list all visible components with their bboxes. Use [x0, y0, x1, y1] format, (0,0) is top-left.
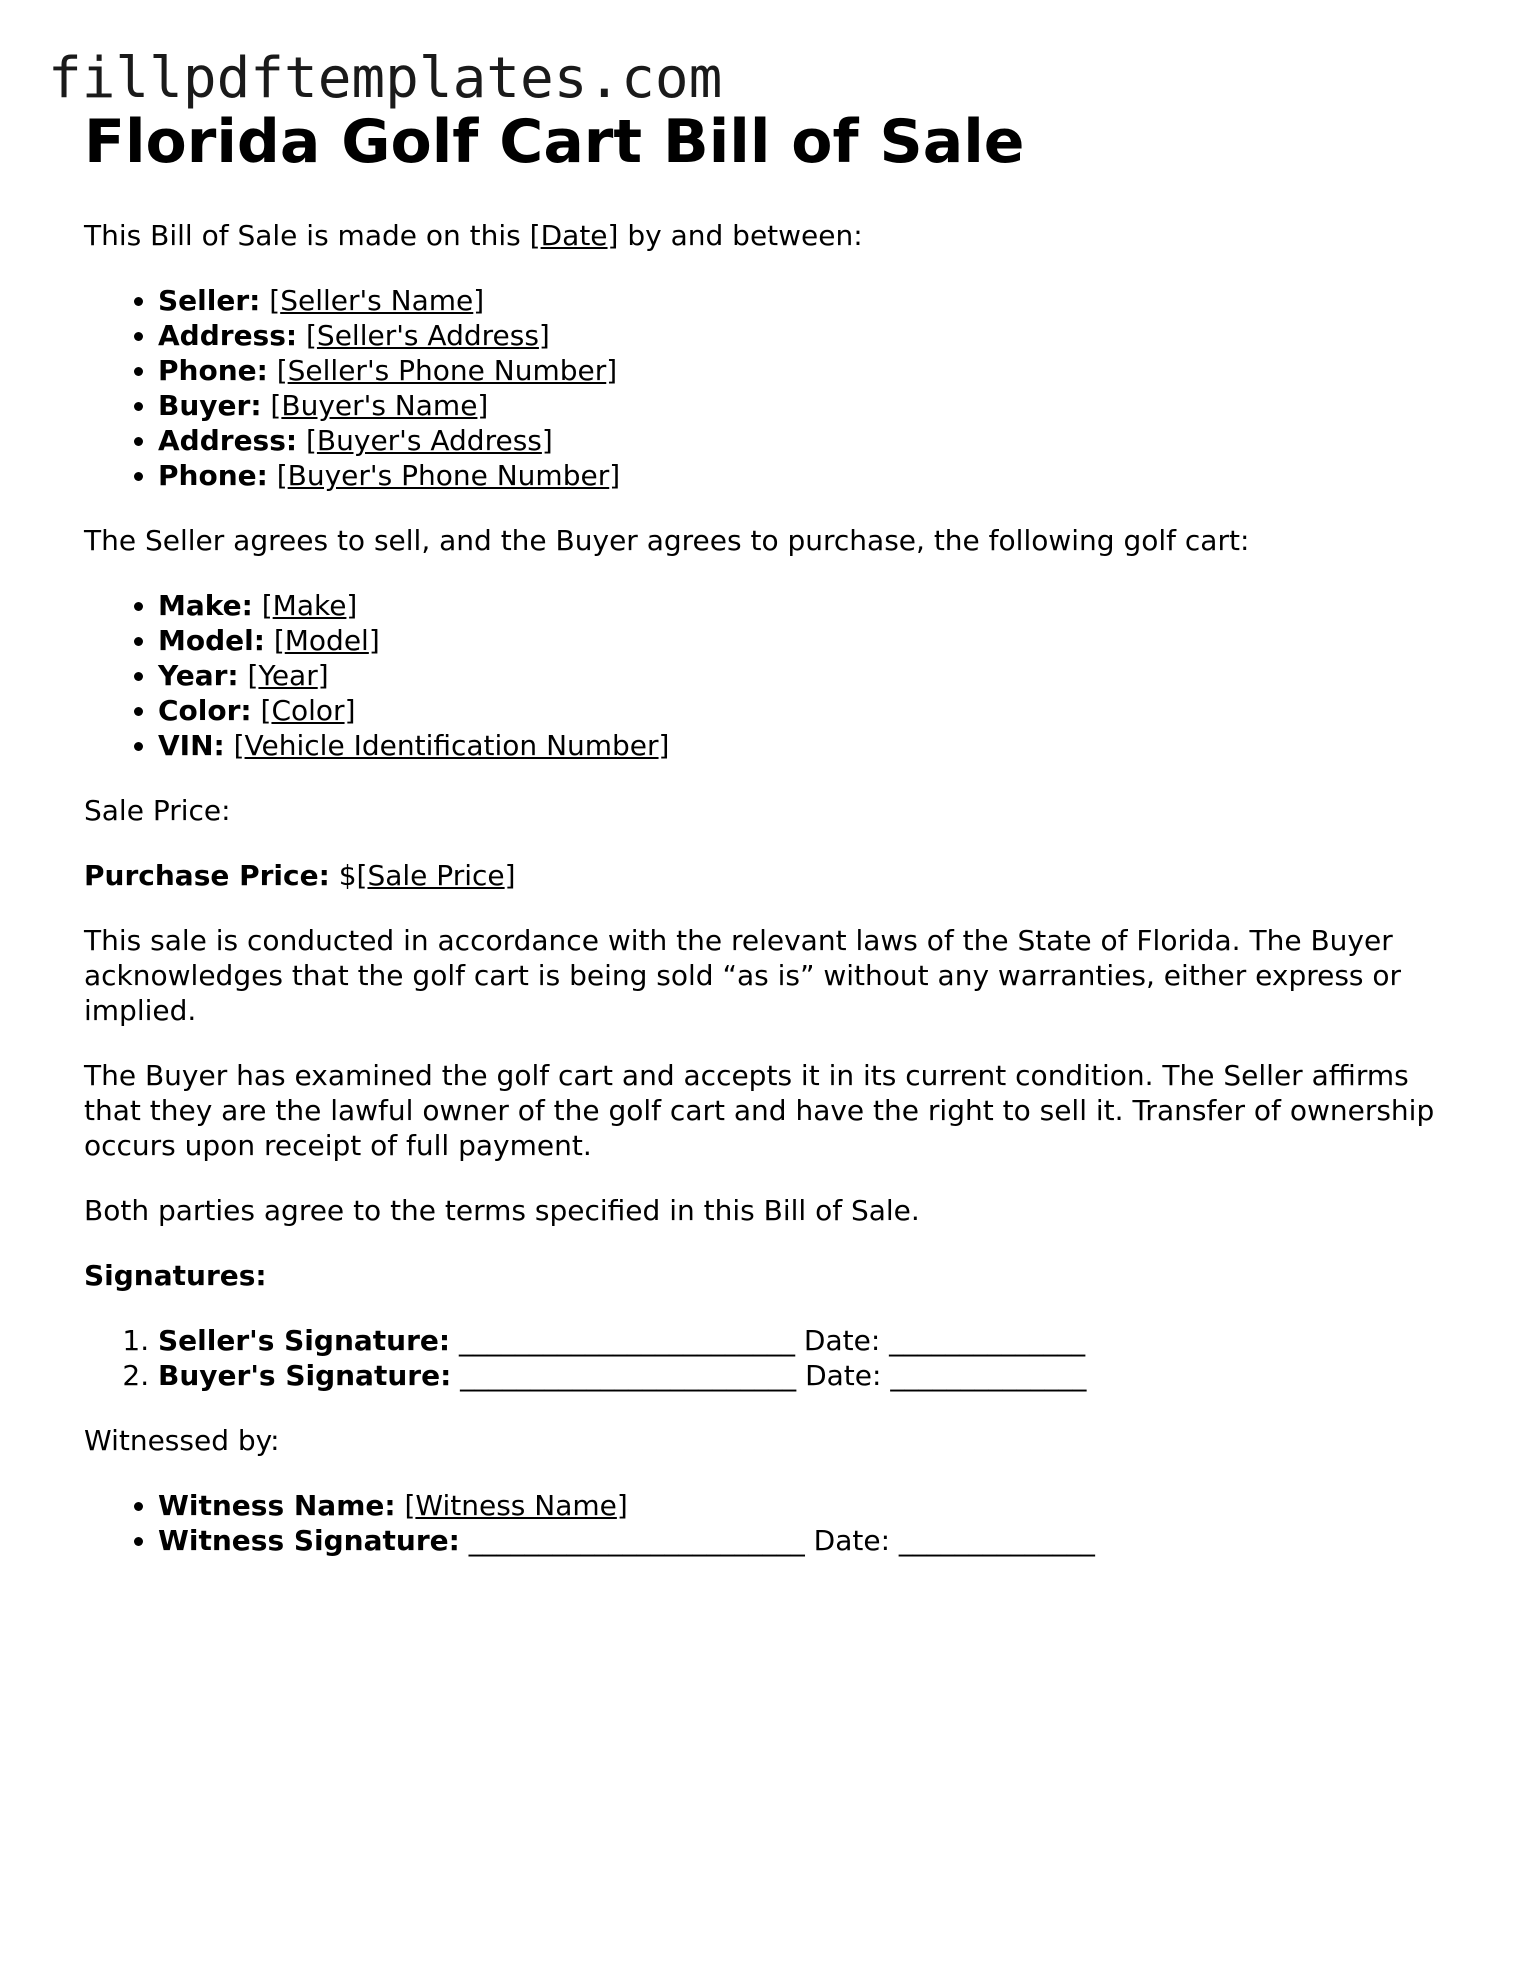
list-item: • Address: [Seller's Address] [158, 318, 1444, 353]
buyer-address-placeholder[interactable]: Buyer's Address [316, 424, 542, 457]
field-label: Date: [813, 1524, 890, 1557]
vin-placeholder[interactable]: Vehicle Identification Number [244, 729, 659, 762]
list-item [158, 1358, 1444, 1393]
field-label: Seller's Signature: [158, 1324, 451, 1357]
list-item: • Phone: [Seller's Phone Number] [158, 353, 1444, 388]
field-label: VIN: [158, 729, 225, 762]
field-label: Color: [158, 694, 252, 727]
field-label: Buyer: [158, 389, 262, 422]
field-label: Address: [158, 319, 298, 352]
witness-signature-line[interactable]: ________________________ [468, 1524, 805, 1557]
list-item: • Phone: [Buyer's Phone Number] [158, 458, 1444, 493]
seller-date-line[interactable]: ______________ [889, 1324, 1086, 1357]
field-label: Phone: [158, 354, 268, 387]
condition-paragraph: The Buyer has examined the golf cart and accepts it in its current condition. The Seller affirms that they are the lawful owner of the golf cart and have the right to sell it. Transfer of ownership occurs upon receipt of full payment. [84, 1059, 1435, 1162]
list-item [158, 1323, 1444, 1358]
year-placeholder[interactable]: Year [258, 659, 318, 692]
agreement-paragraph: The Seller agrees to sell, and the Buyer agrees to purchase, the following golf cart: [84, 524, 1250, 557]
field-label: Witness Name: [158, 1489, 396, 1522]
list-item: • Color: [Color] [158, 693, 1444, 728]
field-label: Model: [158, 624, 265, 657]
buyer-date-line[interactable]: ______________ [890, 1359, 1087, 1392]
cart-details-list [84, 588, 1444, 763]
field-label: Seller: [158, 284, 261, 317]
model-placeholder[interactable]: Model [284, 624, 369, 657]
field-label: Year: [158, 659, 239, 692]
date-placeholder[interactable]: Date [540, 219, 608, 252]
seller-signature-line[interactable]: ________________________ [459, 1324, 795, 1357]
seller-address-placeholder[interactable]: Seller's Address [316, 319, 539, 352]
list-item: • Address: [Buyer's Address] [158, 423, 1444, 458]
witness-date-line[interactable]: ______________ [898, 1524, 1095, 1557]
list-item: • Buyer: [Buyer's Name] [158, 388, 1444, 423]
field-label: Witness Signature: [158, 1524, 460, 1557]
buyer-signature-line[interactable]: ________________________ [460, 1359, 797, 1392]
seller-name-placeholder[interactable]: Seller's Name [280, 284, 474, 317]
list-item: • Model: [Model] [158, 623, 1444, 658]
witness-name-placeholder[interactable]: Witness Name [415, 1489, 617, 1522]
list-item: • VIN: [Vehicle Identification Number] [158, 728, 1444, 763]
parties-list [84, 283, 1444, 493]
color-placeholder[interactable]: Color [271, 694, 345, 727]
buyer-name-placeholder[interactable]: Buyer's Name [281, 389, 478, 422]
list-item: • Year: [Year] [158, 658, 1444, 693]
law-paragraph: This sale is conducted in accordance with the relevant laws of the State of Florida. The Buyer acknowledges that the golf cart is being sold “as is” without any warranties, either express or implied. [84, 924, 1402, 1027]
field-label: Purchase Price: [84, 859, 330, 892]
list-item: • Witness Name: [Witness Name] [158, 1488, 1444, 1523]
page-title: Florida Golf Cart Bill of Sale [84, 107, 1025, 177]
intro-paragraph: This Bill of Sale is made on this [Date] by and between: [84, 219, 863, 252]
field-label: Phone: [158, 459, 268, 492]
field-label: Address: [158, 424, 298, 457]
sale-price-heading: Sale Price: [84, 794, 231, 827]
list-item: • Seller: [Seller's Name] [158, 283, 1444, 318]
list-item [158, 1523, 1444, 1558]
sale-price-placeholder[interactable]: Sale Price [367, 859, 505, 892]
field-label: Buyer's Signature: [158, 1359, 452, 1392]
signatures-list [84, 1323, 1444, 1393]
document [84, 104, 1444, 1588]
seller-phone-placeholder[interactable]: Seller's Phone Number [287, 354, 607, 387]
witness-list [84, 1488, 1444, 1558]
witnessed-by-heading: Witnessed by: [84, 1424, 280, 1457]
signatures-heading: Signatures: [84, 1259, 267, 1292]
purchase-price-line: Purchase Price: $[Sale Price] [84, 859, 516, 892]
make-placeholder[interactable]: Make [272, 589, 347, 622]
field-label: Date: [803, 1324, 881, 1357]
terms-paragraph: Both parties agree to the terms specified in this Bill of Sale. [84, 1194, 920, 1227]
list-item: • Make: [Make] [158, 588, 1444, 623]
watermark: fillpdftemplates.com [48, 46, 723, 111]
buyer-phone-placeholder[interactable]: Buyer's Phone Number [287, 459, 610, 492]
field-label: Make: [158, 589, 253, 622]
field-label: Date: [805, 1359, 882, 1392]
